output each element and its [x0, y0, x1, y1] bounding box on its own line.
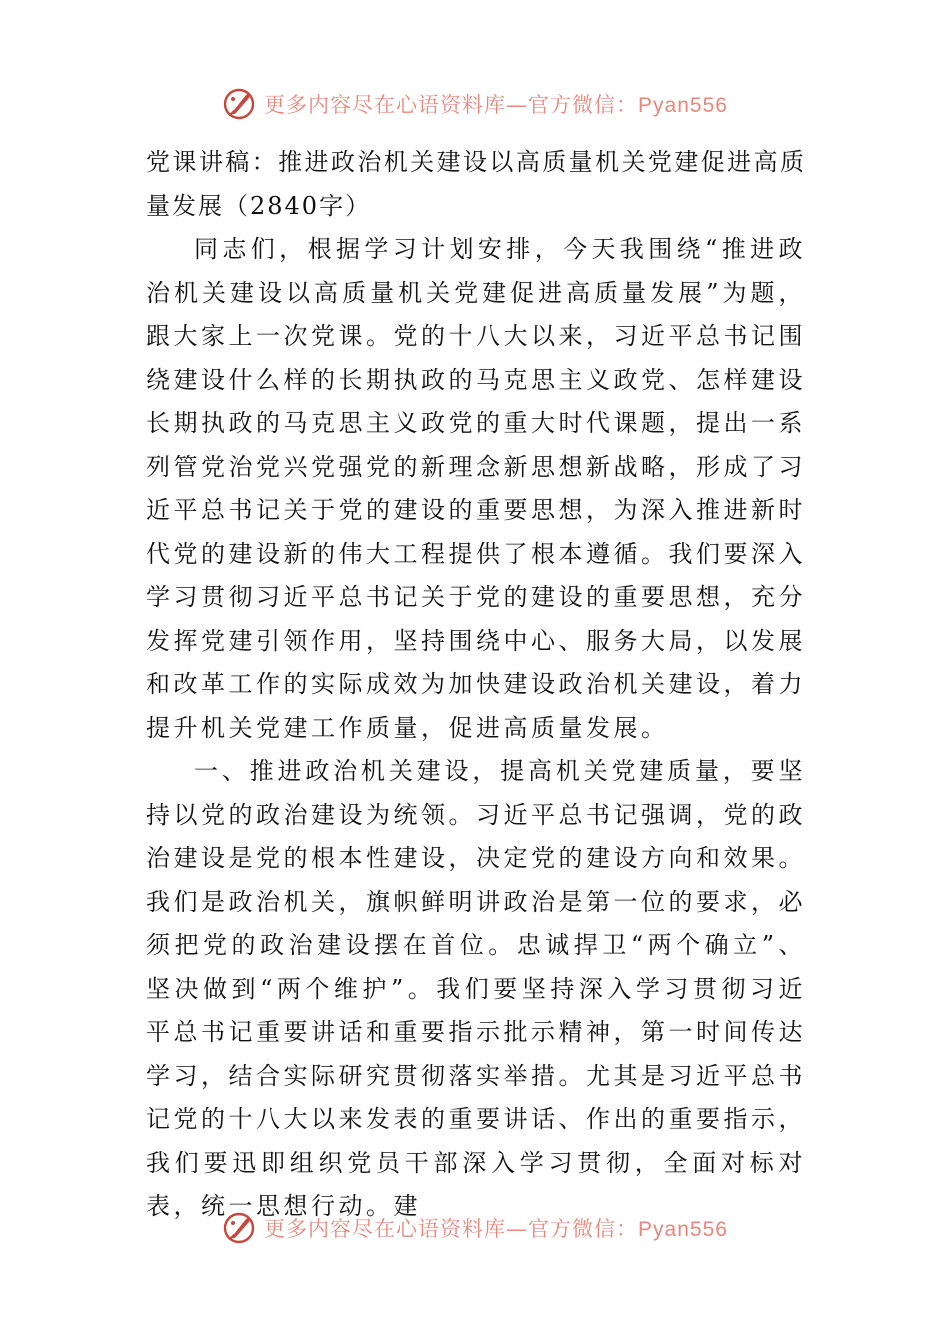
- quill-pen-logo-icon: [222, 87, 256, 121]
- banner-text: [264, 1213, 728, 1243]
- banner-main-text: 更多内容尽在心语资料库: [264, 93, 507, 117]
- banner-wechat-id: Pyan556: [638, 1218, 728, 1241]
- banner-wechat-id: Pyan556: [638, 94, 728, 117]
- banner-official-label: 官方微信：: [528, 93, 639, 117]
- quill-pen-logo-icon: [222, 1211, 256, 1245]
- banner-main-text: 更多内容尽在心语资料库: [264, 1217, 507, 1241]
- banner-dash: —: [506, 1217, 529, 1241]
- banner-dash: —: [506, 93, 529, 117]
- paragraph-intro: 同志们，根据学习计划安排，今天我围绕“推进政治机关建设以高质量机关党建促进高质量发展”为题，跟大家上一次党课。党的十八大以来，习近平总书记围绕建设什么样的长期执政的马克思主义政党、怎样建设长期执政的马克思主义政党的重大时代课题，提出一系列管党治党兴党强党的新理念新思想新战略，形成了习近平总书记关于党的建设的重要思想，为深入推进新时代党的建设新的伟大工程提供了根本遵循。我们要深入学习贯彻习近平总书记关于党的建设的重要思想，充分发挥党建引领作用，坚持围绕中心、服务大局，以发展和改革工作的实际成效为加快建设政治机关建设，着力提升机关党建工作质量，促进高质量发展。: [146, 235, 806, 742]
- banner-official-label: 官方微信：: [528, 1217, 639, 1241]
- banner-text: [264, 89, 728, 119]
- document-body: [146, 141, 806, 1229]
- footer-banner: [0, 1206, 950, 1250]
- paragraph-section-one: 一、推进政治机关建设，提高机关党建质量，要坚持以党的政治建设为统领。习近平总书记强调，党的政治建设是党的根本性建设，决定党的建设方向和效果。我们是政治机关，旗帜鲜明讲政治是第一位的要求，必须把党的政治建设摆在首位。忠诚捍卫“两个确立”、坚决做到“两个维护”。我们要坚持深入学习贯彻习近平总书记重要讲话和重要指示批示精神，第一时间传达学习，结合实际研究贯彻落实举措。尤其是习近平总书记党的十八大以来发表的重要讲话、作出的重要指示，我们要迅即组织党员干部深入学习贯彻，全面对标对表，统一思想行动。建: [146, 757, 806, 1220]
- header-banner: [0, 82, 950, 126]
- document-title: 党课讲稿：推进政治机关建设以高质量机关党建促进高质量发展（2840字）: [146, 148, 806, 220]
